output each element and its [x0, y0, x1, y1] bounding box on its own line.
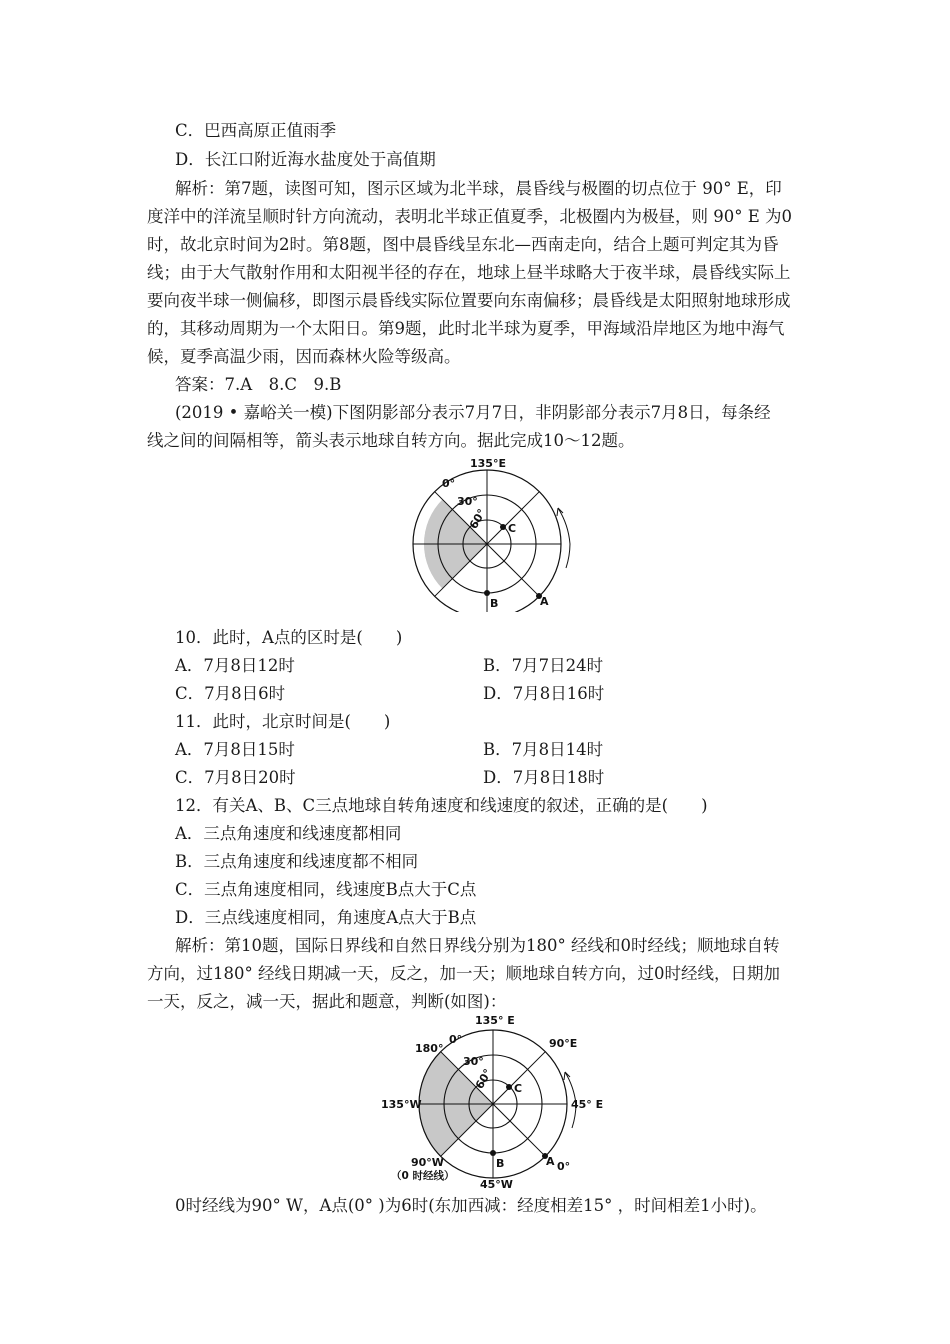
answer-line: 答案：7.A 8.C 9.B [175, 375, 342, 394]
point-c-marker [506, 1084, 512, 1090]
label-45e: 45° E [571, 1098, 604, 1111]
label-60-degree: 60° [472, 1066, 495, 1092]
question-11-option-c: C．7月8日20时 [175, 768, 296, 787]
label-point-a: A [540, 595, 549, 608]
label-135e: 135°E [470, 457, 506, 470]
label-30-degree: 30° [457, 495, 478, 508]
conclusion-line: 0时经线为90° W，A点(0° )为6时(东加西减：经度相差15° ，时间相差1小时)。 [175, 1196, 767, 1215]
question-10-option-b: B．7月7日24时 [483, 656, 604, 675]
point-b-marker [484, 590, 490, 596]
analysis-line: 度洋中的洋流呈顺时针方向流动，表明北半球正值夏季，北极圈内为极昼，则 90° E 为0 [147, 207, 793, 226]
label-135w: 135°W [381, 1098, 422, 1111]
question-12-option-b: B．三点角速度和线速度都不相同 [175, 852, 419, 871]
question-12-option-c: C．三点角速度相同，线速度B点大于C点 [175, 880, 477, 899]
question-intro-line: (2019 • 嘉峪关一模)下图阴影部分表示7月7日，非阴影部分表示7月8日，每条经 [175, 403, 771, 422]
label-30-degree: 30° [463, 1055, 484, 1068]
question-10-option-a: A．7月8日12时 [175, 656, 295, 675]
label-point-c: C [514, 1082, 523, 1095]
polar-diagram-1 [400, 450, 580, 612]
point-c-marker [500, 524, 506, 530]
label-point-b: B [490, 597, 499, 610]
option-c-line: C．巴西高原正值雨季 [175, 121, 337, 140]
question-11-option-b: B．7月8日14时 [483, 740, 604, 759]
label-point-a: A [546, 1155, 555, 1168]
label-180-degree: 180° [415, 1042, 444, 1055]
label-0-hour-meridian: （0 时经线） [391, 1170, 455, 1182]
analysis-line: 方向，过180° 经线日期减一天，反之，加一天；顺地球自转方向，过0时经线，日期加 [147, 964, 780, 983]
label-point-b: B [496, 1157, 505, 1170]
label-45w: 45°W [480, 1178, 513, 1190]
question-intro-line: 线之间的间隔相等，箭头表示地球自转方向。据此完成10～12题。 [147, 431, 635, 450]
analysis-line: 候，夏季高温少雨，因而森林火险等级高。 [147, 347, 461, 366]
analysis-line: 时，故北京时间为2时。第8题，图中晨昏线呈东北—西南走向，结合上题可判定其为昏 [147, 235, 779, 254]
point-b-marker [490, 1150, 496, 1156]
question-12-option-a: A．三点角速度和线速度都相同 [175, 824, 402, 843]
analysis-line: 一天，反之，减一天，据此和题意，判断(如图)： [147, 992, 507, 1011]
label-0-degree-top: 0° [449, 1033, 463, 1046]
question-11: 11．此时，北京时间是( ) [175, 712, 391, 731]
analysis-line: 线；由于大气散射作用和太阳视半径的存在，地球上昼半球略大于夜半球，晨昏线实际上 [147, 263, 791, 282]
label-0-degree-bottom: 0° [557, 1160, 571, 1173]
analysis-line: 要向夜半球一侧偏移，即图示晨昏线实际位置要向东南偏移；晨昏线是太阳照射地球形成 [147, 291, 791, 310]
label-90w: 90°W [411, 1156, 444, 1169]
label-60-degree: 60° [466, 506, 489, 532]
label-135e: 135° E [475, 1014, 515, 1027]
question-12: 12．有关A、B、C三点地球自转角速度和线速度的叙述，正确的是( ) [175, 796, 708, 815]
analysis-line: 解析：第7题，读图可知，图示区域为北半球，晨昏线与极圈的切点位于 90° E，印 [175, 179, 782, 198]
question-10: 10．此时，A点的区时是( ) [175, 628, 403, 647]
question-10-option-d: D．7月8日16时 [483, 684, 605, 703]
question-10-option-c: C．7月8日6时 [175, 684, 286, 703]
label-90e: 90°E [549, 1037, 578, 1050]
question-12-option-d: D．三点线速度相同，角速度A点大于B点 [175, 908, 477, 927]
analysis-line: 的，其移动周期为一个太阳日。第9题，此时北半球为夏季，甲海域沿岸地区为地中海气 [147, 319, 785, 338]
polar-diagram-2 [375, 1010, 615, 1190]
label-0-degree: 0° [442, 477, 456, 490]
question-11-option-a: A．7月8日15时 [175, 740, 295, 759]
option-d-line: D．长江口附近海水盐度处于高值期 [175, 150, 436, 169]
question-11-option-d: D．7月8日18时 [483, 768, 605, 787]
label-point-c: C [508, 522, 517, 535]
analysis-line: 解析：第10题，国际日界线和自然日界线分别为180° 经线和0时经线；顺地球自转 [175, 936, 780, 955]
